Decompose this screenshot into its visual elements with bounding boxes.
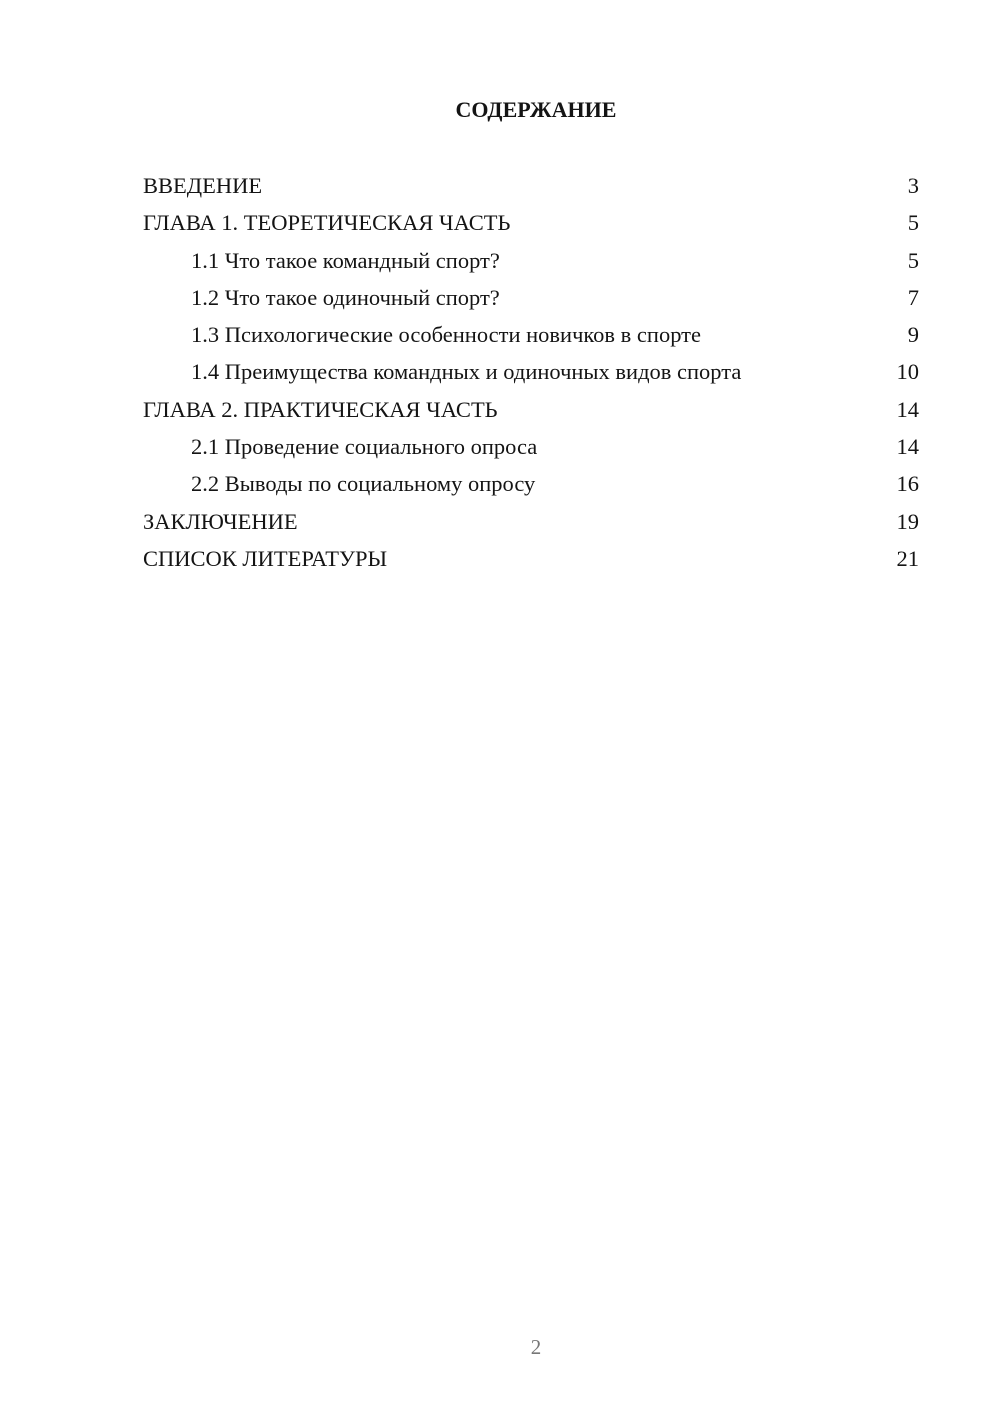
toc-entry-introduction[interactable] [143,167,919,204]
toc-entry-title: ГЛАВА 2. ПРАКТИЧЕСКАЯ ЧАСТЬ [143,396,498,422]
toc-entry-page: 9 [907,322,919,348]
toc-entry-page: 21 [896,545,919,571]
toc-entry-page: 5 [907,247,919,273]
toc-entry-section-1-3[interactable] [143,316,919,353]
page-title: СОДЕРЖАНИЕ [455,97,617,122]
toc-entry-title: 1.3 Психологические особенности новичков в спорте [191,322,701,348]
toc-entry-chapter-1[interactable] [143,204,919,241]
toc-entry-title: ВВЕДЕНИЕ [143,173,263,198]
toc-entry-section-2-1[interactable] [143,428,919,465]
toc-entry-page: 10 [896,359,919,385]
toc-entry-page: 7 [907,284,919,310]
toc-entry-page: 16 [896,471,919,497]
toc-entry-section-1-2[interactable] [143,279,919,316]
toc-entry-title: 2.2 Выводы по социальному опросу [191,471,536,497]
toc-entry-title: СПИСОК ЛИТЕРАТУРЫ [143,545,388,571]
toc-entry-section-1-4[interactable] [143,353,919,390]
toc-entry-section-1-1[interactable] [143,242,919,279]
toc-entry-title: 1.2 Что такое одиночный спорт? [191,284,500,310]
toc-entry-title: 1.1 Что такое командный спорт? [191,247,500,273]
toc-entry-page: 14 [896,434,919,460]
toc-entry-chapter-2[interactable] [143,391,919,428]
toc-entry-bibliography[interactable] [143,540,919,577]
toc-entry-page: 5 [907,210,919,236]
toc-entry-title: ЗАКЛЮЧЕНИЕ [143,508,298,534]
table-of-contents [143,167,919,577]
toc-entry-page: 14 [896,396,919,422]
toc-entry-page: 3 [907,173,919,198]
toc-entry-title: 1.4 Преимущества командных и одиночных видов спорта [191,359,742,385]
toc-entry-page: 19 [896,508,919,534]
toc-entry-conclusion[interactable] [143,503,919,540]
page-number: 2 [530,1335,542,1359]
toc-entry-title: ГЛАВА 1. ТЕОРЕТИЧЕСКАЯ ЧАСТЬ [143,210,511,236]
toc-entry-section-2-2[interactable] [143,465,919,502]
toc-entry-title: 2.1 Проведение социального опроса [191,434,538,460]
